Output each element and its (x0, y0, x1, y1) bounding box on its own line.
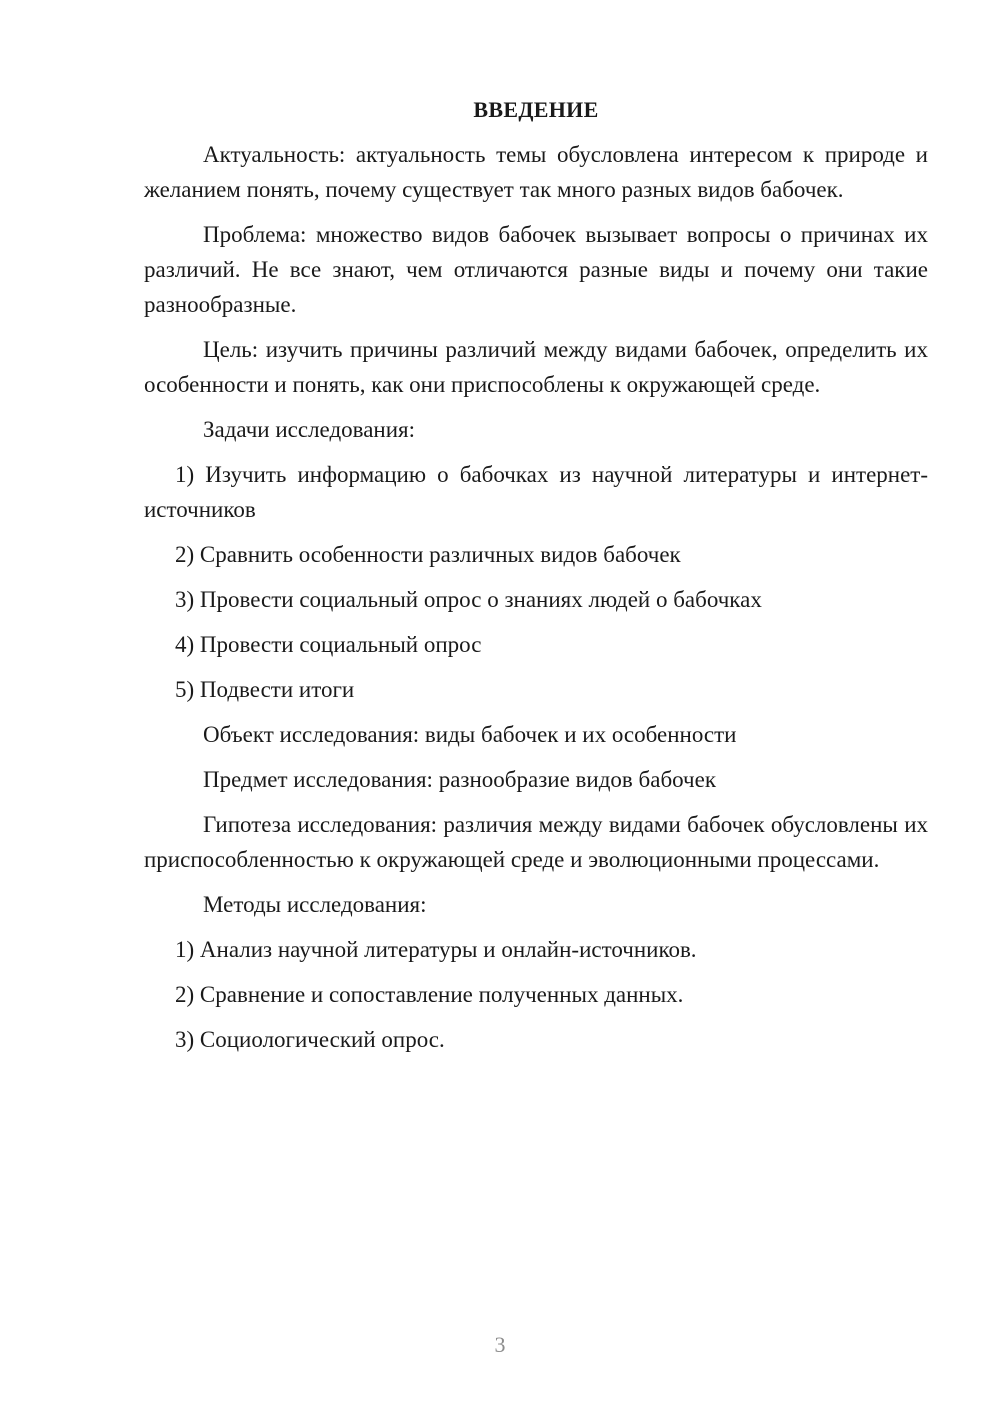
problem-paragraph: Проблема: множество видов бабочек вызывает вопросы о причинах их различий. Не все знают, чем отличаются разные виды и почему они такие разнообразные. (144, 222, 928, 317)
task-item: 5) Подвести итоги (175, 677, 355, 702)
relevance-paragraph: Актуальность: актуальность темы обусловлена интересом к природе и желанием понять, почему существует так много разных видов бабочек. (144, 142, 928, 202)
methods-heading: Методы исследования: (203, 892, 427, 917)
goal-paragraph: Цель: изучить причины различий между видами бабочек, определить их особенности и понять, как они приспособлены к окружающей среде. (144, 337, 928, 397)
method-item: 2) Сравнение и сопоставление полученных данных. (175, 982, 684, 1007)
subject-paragraph: Предмет исследования: разнообразие видов бабочек (203, 767, 717, 792)
method-item: 1) Анализ научной литературы и онлайн-источников. (175, 937, 697, 962)
tasks-heading: Задачи исследования: (203, 417, 416, 442)
task-item: 1) Изучить информацию о бабочках из научной литературы и интернет-источников (144, 462, 928, 522)
page-title: ВВЕДЕНИЕ (473, 97, 599, 122)
task-item: 3) Провести социальный опрос о знаниях людей о бабочках (175, 587, 762, 612)
task-item: 4) Провести социальный опрос (175, 632, 482, 657)
document-page (144, 92, 928, 1067)
method-item: 3) Социологический опрос. (175, 1027, 445, 1052)
hypothesis-paragraph: Гипотеза исследования: различия между видами бабочек обусловлены их приспособленностью к окружающей среде и эволюционными процессами. (144, 812, 928, 872)
page-number: 3 (494, 1332, 506, 1357)
task-item: 2) Сравнить особенности различных видов бабочек (175, 542, 681, 567)
object-paragraph: Объект исследования: виды бабочек и их особенности (203, 722, 737, 747)
